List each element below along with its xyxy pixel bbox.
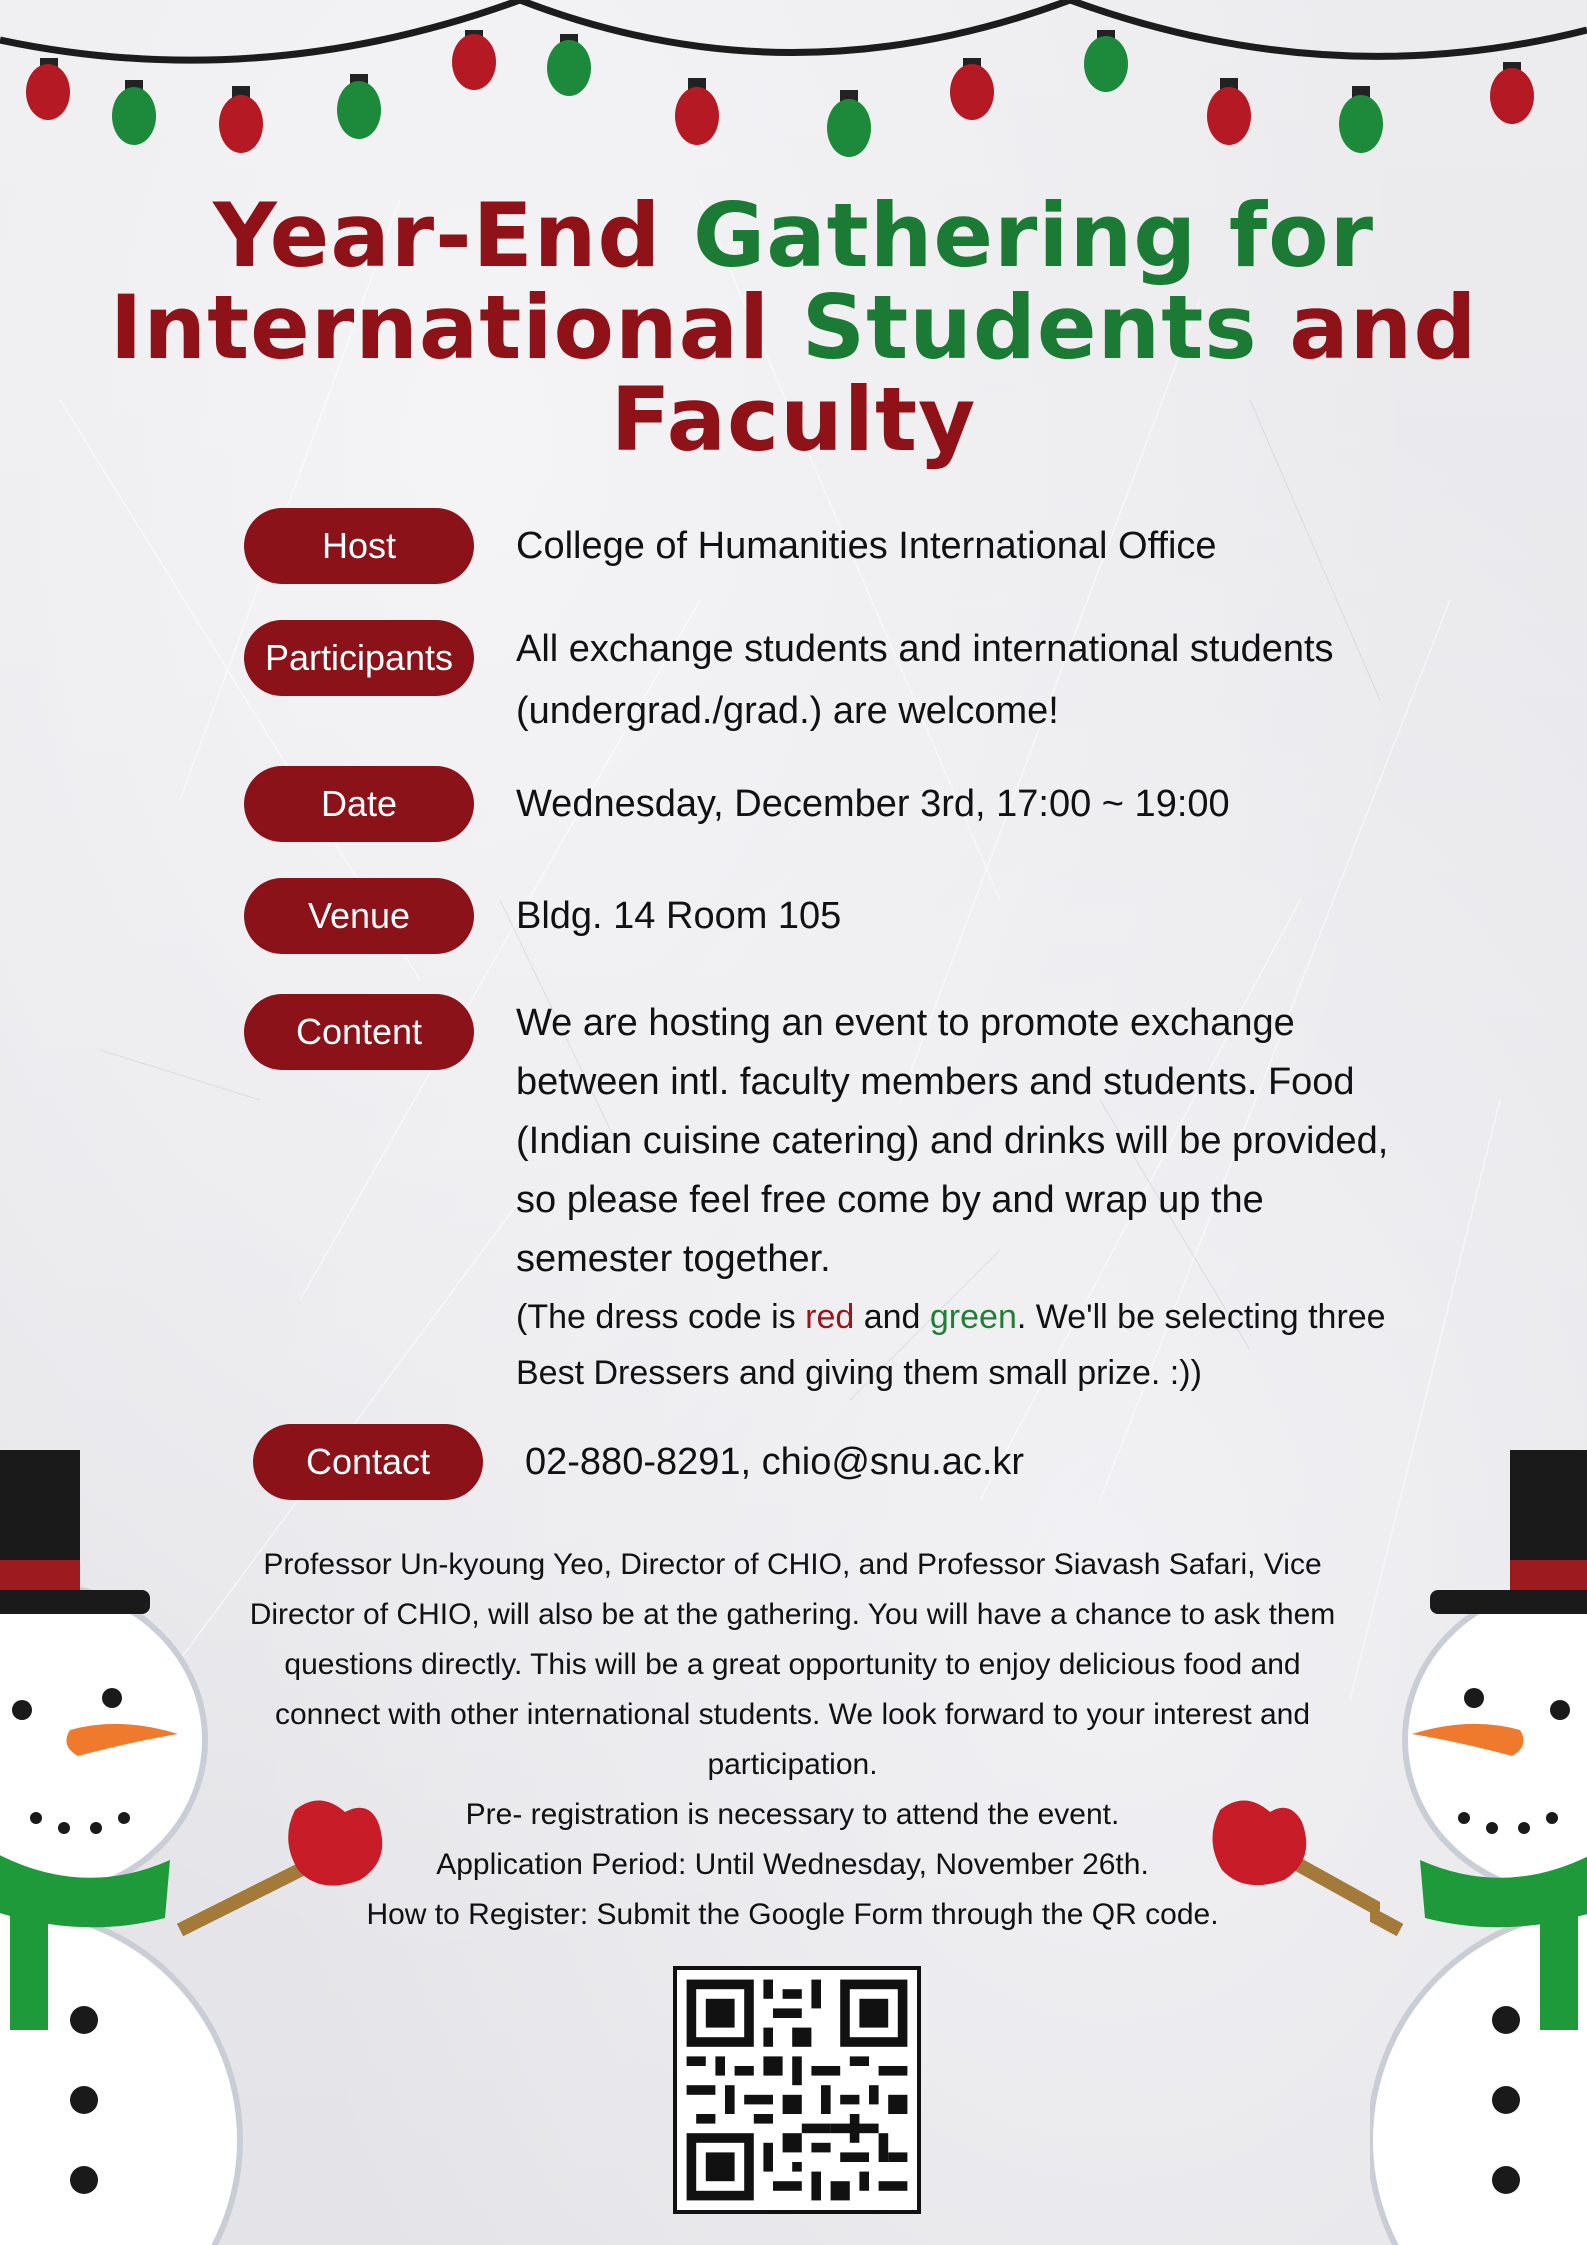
bulb-green bbox=[337, 74, 381, 139]
bulb-green bbox=[1084, 30, 1128, 92]
dress-code-red: red bbox=[805, 1298, 855, 1336]
participants-label: Participants bbox=[244, 620, 474, 696]
page-title bbox=[60, 184, 1527, 471]
venue-label: Venue bbox=[244, 878, 474, 954]
description-text: Professor Un-kyoung Yeo, Director of CHIO, and Professor Siavash Safari, Vice Director of CHIO, will also be at the gathering. You will have a chance to ask them questions directly. This will be a great opportunity to enjoy delicious food and connect with other international students. We look forward to your interest and participation. Pre- registration is necessary to attend the event. Application Period: Until Wednesday, November 26th. How to Register: Submit the Google Form through the QR code. bbox=[215, 1540, 1370, 1940]
title-line-3: Faculty bbox=[610, 368, 977, 471]
bulb-red bbox=[1207, 78, 1251, 145]
contact-value: 02-880-8291, chio@snu.ac.kr bbox=[525, 1441, 1025, 1483]
participants-row bbox=[244, 620, 1394, 750]
bulb-red bbox=[26, 58, 70, 120]
date-label: Date bbox=[244, 766, 474, 842]
dress-code-note: (The dress code is red and green. We'll be selecting three bbox=[516, 1298, 1386, 1336]
bulb-red bbox=[219, 86, 263, 153]
host-row bbox=[244, 508, 1394, 584]
date-row bbox=[244, 766, 1394, 842]
snowman-right bbox=[1370, 1440, 1587, 2245]
host-label: Host bbox=[244, 508, 474, 584]
title-line-2: International Students and bbox=[109, 276, 1478, 379]
contact-label: Contact bbox=[253, 1424, 483, 1500]
bulb-green bbox=[547, 34, 591, 96]
content-row bbox=[244, 994, 1394, 1414]
participants-value: All exchange students and international students (undergrad./grad.) are welcome! bbox=[516, 628, 1334, 732]
snowman-left bbox=[0, 1440, 440, 2245]
dress-code-green: green bbox=[929, 1298, 1017, 1336]
venue-value: Bldg. 14 Room 105 bbox=[516, 895, 842, 937]
host-value: College of Humanities International Office bbox=[516, 525, 1217, 567]
mitten-right bbox=[1180, 1790, 1380, 1930]
bulb-red bbox=[1490, 62, 1534, 124]
bulb-green bbox=[1339, 86, 1383, 153]
bulb-red bbox=[950, 58, 994, 120]
bulb-green bbox=[827, 90, 871, 157]
bulb-red bbox=[675, 78, 719, 145]
bulb-green bbox=[112, 80, 156, 145]
content-value: We are hosting an event to promote exchange between intl. faculty members and students. Food (Indian cuisine catering) and drinks will be provided, so please feel free come by and wrap up the semester together. (The dress code is red and green. We'll be selecting three Best Dressers and giving them small prize. :)) bbox=[516, 994, 1396, 1401]
qr-code-icon bbox=[677, 1970, 917, 2210]
how-to-register: How to Register: Submit the Google Form through the QR code. bbox=[366, 1898, 1219, 1931]
application-period: Application Period: Until Wednesday, November 26th. bbox=[436, 1848, 1149, 1881]
date-value: Wednesday, December 3rd, 17:00 ~ 19:00 bbox=[516, 783, 1230, 825]
christmas-lights bbox=[0, 0, 1587, 170]
registration-note: Pre- registration is necessary to attend the event. bbox=[465, 1798, 1120, 1831]
venue-row bbox=[244, 878, 1394, 954]
qr-code[interactable] bbox=[673, 1966, 921, 2214]
title-line-1: Year-End Gathering for bbox=[212, 184, 1375, 287]
bulb-red bbox=[452, 30, 496, 90]
content-label: Content bbox=[244, 994, 474, 1070]
